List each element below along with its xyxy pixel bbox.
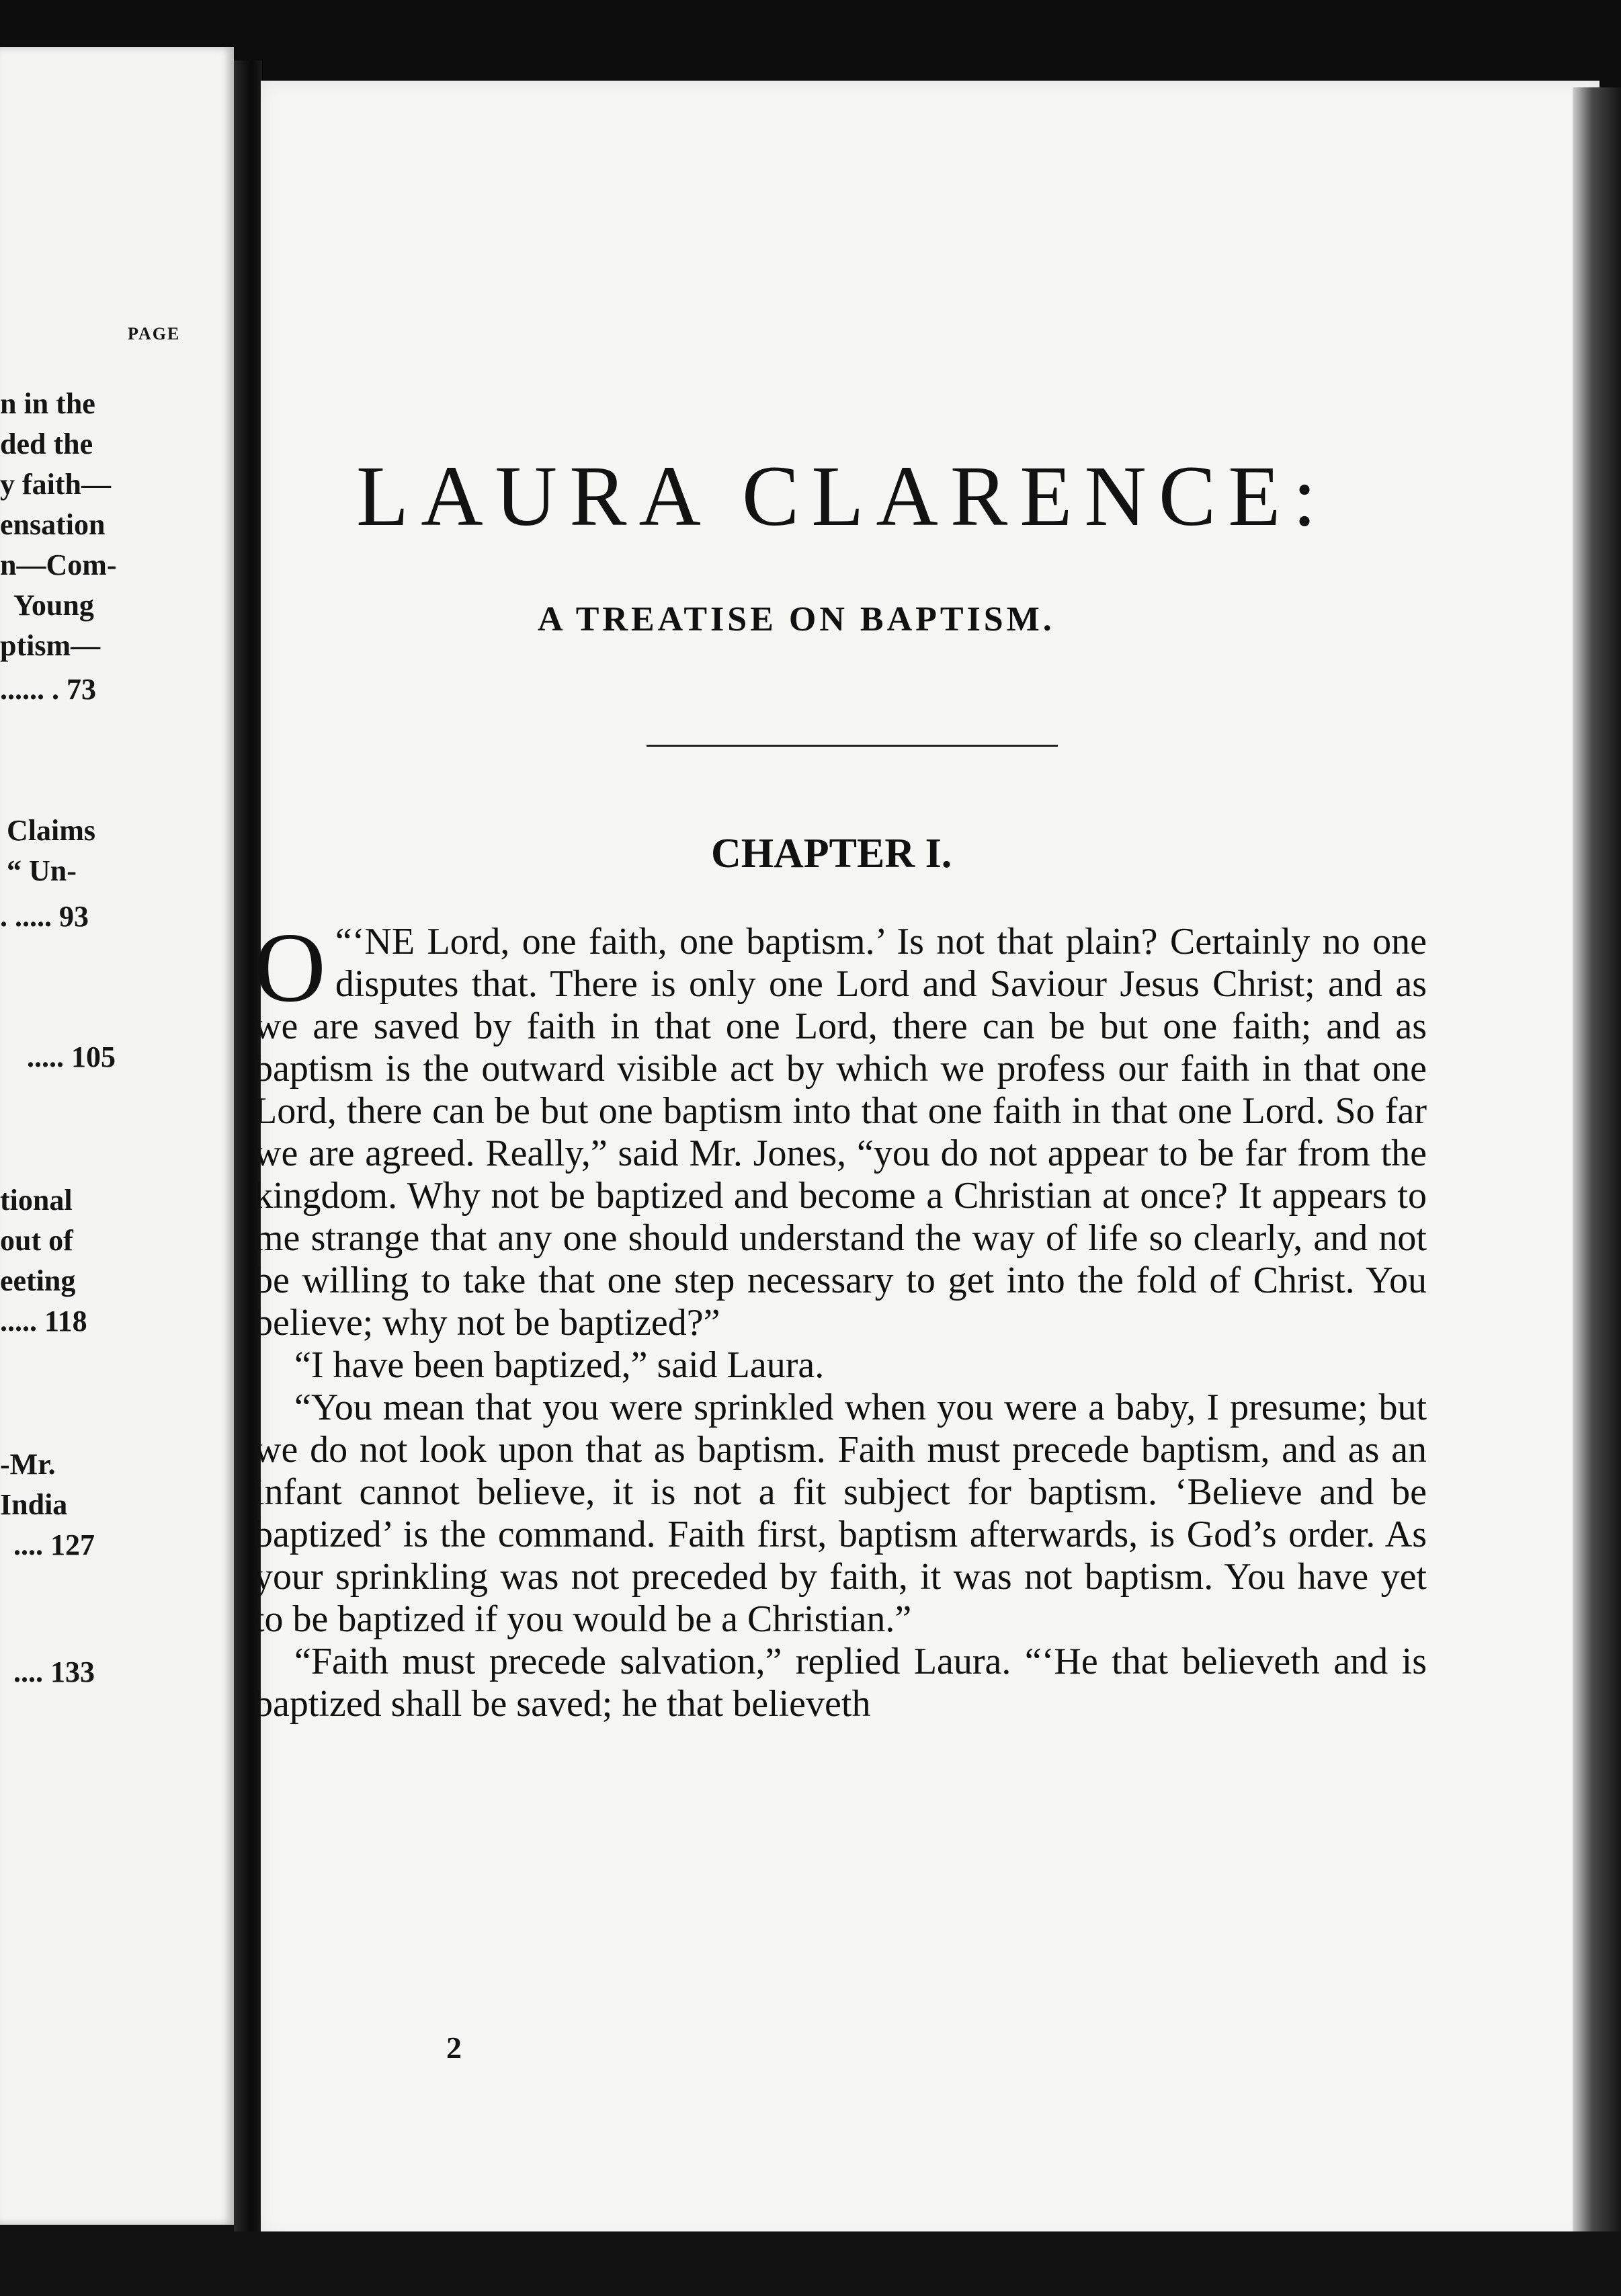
toc-line: ...... . 73: [0, 673, 96, 706]
chapter-body: [254, 913, 1427, 1725]
toc-line: .... 127: [13, 1528, 95, 1561]
toc-line: ..... 105: [27, 1040, 116, 1073]
toc-line: ded the: [0, 427, 93, 460]
previous-page: [0, 47, 234, 2225]
toc-line: ensation: [0, 508, 106, 541]
chapter-heading: CHAPTER I.: [711, 831, 952, 876]
drop-cap: O: [254, 913, 326, 1023]
page-number: 2: [446, 2031, 462, 2065]
opening-quote: “‘: [335, 921, 365, 962]
toc-line: y faith—: [0, 468, 111, 501]
toc-line: out of: [0, 1224, 73, 1257]
toc-line: .... 133: [13, 1655, 95, 1688]
toc-line: . ..... 93: [0, 900, 89, 933]
toc-line: India: [0, 1488, 68, 1521]
toc-line: “ Un-: [7, 854, 77, 887]
toc-line: Claims: [7, 814, 95, 847]
toc-page-header: PAGE: [128, 324, 181, 343]
book-title: LAURA CLARENCE:: [356, 448, 1329, 544]
toc-line: n in the: [0, 387, 95, 420]
paragraph: [254, 913, 1427, 1344]
book-subtitle: A TREATISE ON BAPTISM.: [538, 600, 1055, 639]
toc-line: ..... 118: [0, 1305, 87, 1338]
toc-line: eeting: [0, 1264, 76, 1297]
paragraph-text: NE Lord, one faith, one baptism.’ Is not that plain? Certainly no one disputes that. There is only one Lord and Saviour Jesus Christ; and as we are saved by faith in that one Lord, there can be but one faith; and as baptism is the outward visible act by which we profess our faith in that one Lord, there can be but one baptism into that one faith in that one Lord. So far we are agreed. Really,” said Mr. Jones, “you do not appear to be far from the kingdom. Why not be baptized and become a Christian at once? It appears to me strange that any one should understand the way of life so clearly, and not be willing to take that one step necessary to get into the fold of Christ. You believe; why not be baptized?”: [254, 921, 1427, 1344]
toc-line: ptism—: [0, 629, 101, 662]
paragraph: “You mean that you were sprinkled when you were a baby, I presume; but we do not look upon that as baptism. Faith must precede baptism, and as an infant cannot believe, it is not a fit subject for baptism. ‘Believe and be baptized’ is the command. Faith first, baptism afterwards, is God’s order. As your sprinkling was not preceded by faith, it was not baptism. You have yet to be baptized if you would be a Christian.”: [254, 1387, 1427, 1640]
toc-line: Young: [13, 589, 94, 622]
toc-line: -Mr.: [0, 1448, 56, 1481]
paragraph: “Faith must precede salvation,” replied Laura. “‘He that believeth and is baptized shall be saved; he that believeth: [254, 1641, 1427, 1725]
page-edge-shadow: [1573, 87, 1621, 2296]
paragraph: “I have been baptized,” said Laura.: [294, 1344, 825, 1386]
toc-line: tional: [0, 1184, 73, 1217]
divider-rule: [647, 745, 1058, 747]
toc-line: n—Com-: [0, 548, 117, 581]
scan-bottom-border: [0, 2231, 1621, 2296]
